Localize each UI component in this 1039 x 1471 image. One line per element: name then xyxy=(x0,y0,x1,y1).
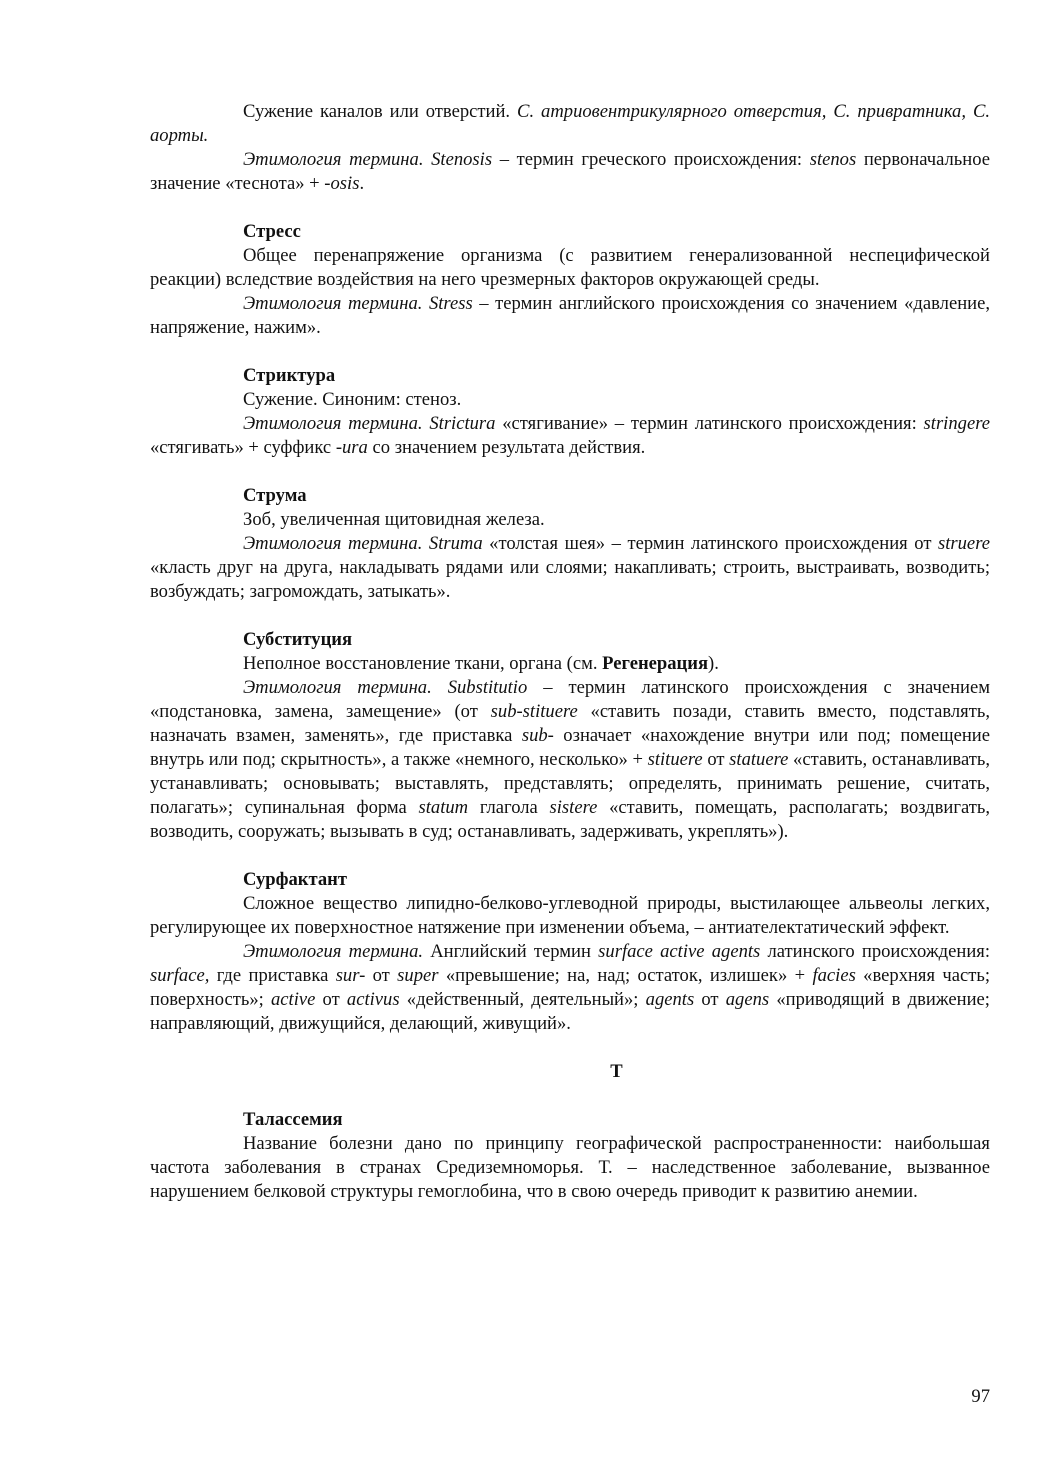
entry-title-strictura: Стриктура xyxy=(243,365,336,386)
substitutio-etymology: Этимология термина. Substitutio – термин латинского происхождения с значением «подстановка, замена, замещение» (от sub-stituere «ставить позади, ставить вместо, подставлять, назначать взамен, заменять», где приставка sub- означает «нахождение внутри или под; помещение внутрь или под; скрытность», а также «немного, несколько» + stituere от statuere «ставить, останавливать, устанавливать; основывать; выставлять, представлять; определять, принимать решение, считать, полагать»; супинальная форма statum глагола sistere «ставить, помещать, располагать; воздвигать, возводить, сооружать; вызывать в суд; останавливать, задерживать, укреплять»). xyxy=(150,677,991,842)
document-page xyxy=(150,100,990,1204)
stress-etymology: Этимология термина. Stress – термин английского происхождения со значением «давление, напряжение, нажим». xyxy=(150,293,990,338)
thalassemia-definition: Название болезни дано по принципу географической распространенности: наибольшая частота заболевания в странах Средиземноморья. Т. – наследственное заболевание, вызванное нарушением белковой структуры гемоглобина, что в свою очередь приводит к развитию анемии. xyxy=(150,1133,990,1202)
entry-title-stress: Стресс xyxy=(243,221,301,242)
stress-definition: Общее перенапряжение организма (с развитием генерализованной неспецифической реакции) вследствие воздействия на него чрезмерных факторов окружающей среды. xyxy=(150,245,990,290)
stenosis-definition: Сужение каналов или отверстий. С. атриовентрикулярного отверстия, С. привратника, С. аорты. xyxy=(150,101,991,146)
surfactant-definition: Сложное вещество липидно-белково-углеводной природы, выстилающее альвеолы легких, регулирующее их поверхностное натяжение при изменении объема, – антиателектатический эффект. xyxy=(150,893,990,938)
stenosis-etymology: Этимология термина. Stenosis – термин греческого происхождения: stenos первоначальное значение «теснота» + -osis. xyxy=(150,149,991,194)
entry-title-struma: Струма xyxy=(243,485,307,506)
entry-title-substitutio: Субституция xyxy=(243,629,353,650)
struma-definition: Зоб, увеличенная щитовидная железа. xyxy=(243,509,545,530)
strictura-etymology: Этимология термина. Strictura «стягивание» – термин латинского происхождения: stringere «стягивать» + суффикс -ura со значением результата действия. xyxy=(150,413,990,458)
struma-etymology: Этимология термина. Struma «толстая шея» – термин латинского происхождения от struere «класть друг на друга, накладывать рядами или слоями; накапливать; строить, выстраивать, возводить; возбуждать; загромождать, затыкать». xyxy=(150,533,990,602)
strictura-definition: Сужение. Синоним: стеноз. xyxy=(243,389,462,410)
substitutio-definition: Неполное восстановление ткани, органа (см. Регенерация). xyxy=(243,653,719,674)
page-number: 97 xyxy=(971,1386,990,1407)
surfactant-etymology: Этимология термина. Английский термин surface active agents латинского происхождения: surface, где приставка sur- от super «превышение; на, над; остаток, излишек» + facies «верхняя часть; поверхность»; active от activus «действенный, деятельный»; agents от agens «приводящий в движение; направляющий, движущийся, делающий, живущий». xyxy=(150,941,991,1034)
section-letter-t: Т xyxy=(610,1061,623,1082)
entry-title-thalassemia: Талассемия xyxy=(243,1109,343,1130)
cross-reference-regeneration: Регенерация xyxy=(602,653,709,674)
entry-title-surfactant: Сурфактант xyxy=(243,869,347,890)
